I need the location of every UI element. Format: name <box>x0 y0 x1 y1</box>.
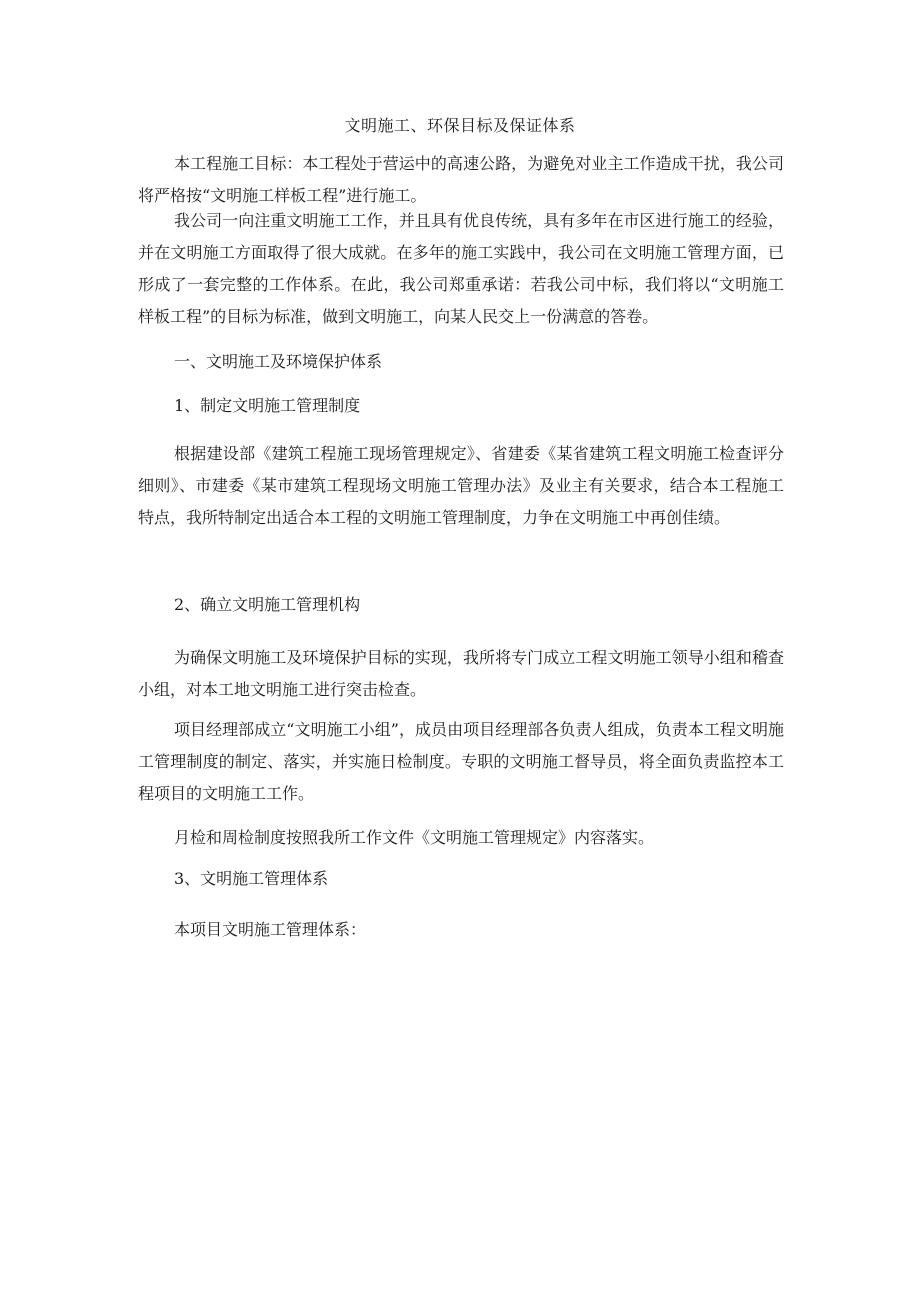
paragraph-system-intro: 本项目文明施工管理体系： <box>174 920 367 939</box>
subsection-heading-1: 1、制定文明施工管理制度 <box>174 396 361 415</box>
section-heading-1: 一、文明施工及环境保护体系 <box>174 352 383 371</box>
paragraph-regulations: 根据建设部《建筑工程施工现场管理规定》、省建委《某省建筑工程文明施工检查评分细则》、市建委《某市建筑工程现场文明施工管理办法》及业主有关要求，结合本工程施工特点，我所特制定出适合本工程的文明施工管理制度，力争在文明施工中再创佳绩。 <box>138 444 784 527</box>
paragraph-management-team: 为确保文明施工及环境保护目标的实现，我所将专门成立工程文明施工领导小组和稽查小组，对本工地文明施工进行突击检查。 <box>138 648 784 699</box>
paragraph-company-tradition: 我公司一向注重文明施工工作，并且具有优良传统，具有多年在市区进行施工的经验，并在文明施工方面取得了很大成就。在多年的施工实践中，我公司在文明施工管理方面，已形成了一套完整的工作体系。在此，我公司郑重承诺：若我公司中标，我们将以“文明施工样板工程”的目标为标准，做到文明施工，向某人民交上一份满意的答卷。 <box>138 211 784 326</box>
subsection-heading-2: 2、确立文明施工管理机构 <box>174 595 361 614</box>
paragraph-inspection: 月检和周检制度按照我所工作文件《文明施工管理规定》内容落实。 <box>174 828 655 847</box>
paragraph-project-goal: 本工程施工目标：本工程处于营运中的高速公路，为避免对业主工作造成干扰，我公司将严格按“文明施工样板工程”进行施工。 <box>138 154 784 205</box>
paragraph-project-group: 项目经理部成立“文明施工小组”，成员由项目经理部各负责人组成，负责本工程文明施工管理制度的制定、落实，并实施日检制度。专职的文明施工督导员，将全面负责监控本工程项目的文明施工工作。 <box>138 720 784 803</box>
document-title: 文明施工、环保目标及保证体系 <box>344 116 576 135</box>
subsection-heading-3: 3、文明施工管理体系 <box>174 869 329 888</box>
